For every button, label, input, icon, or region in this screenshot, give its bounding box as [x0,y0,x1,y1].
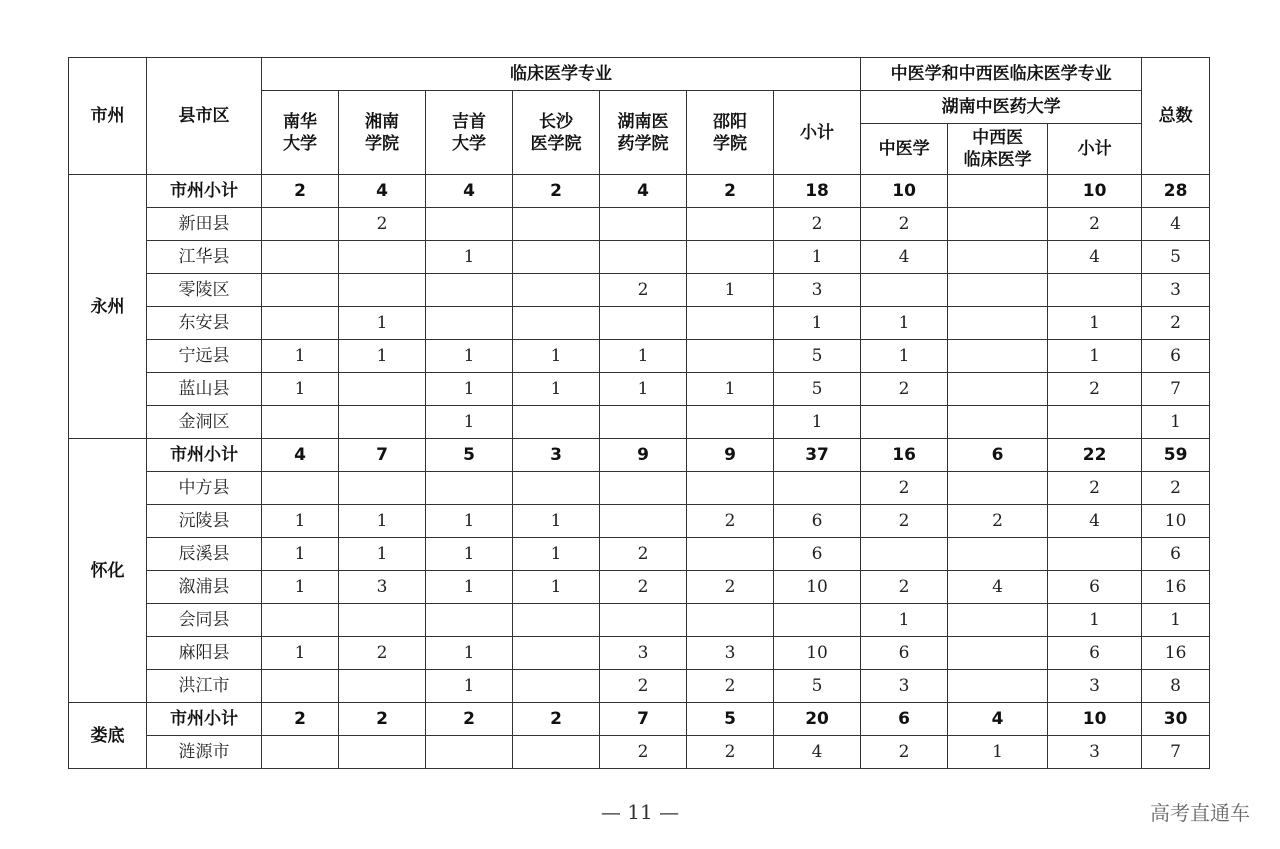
value-cell: 59 [1142,439,1210,472]
value-cell: 3 [600,637,687,670]
value-cell: 1 [426,340,513,373]
value-cell: 4 [774,736,861,769]
county-cell: 沅陵县 [147,505,262,538]
value-cell: 2 [1048,208,1142,241]
header-total: 总数 [1142,58,1210,175]
value-cell: 18 [774,175,861,208]
value-cell: 3 [1048,670,1142,703]
header-clinical-col-4: 湖南医 药学院 [600,91,687,175]
value-cell [861,406,948,439]
value-cell: 2 [861,505,948,538]
value-cell [1048,538,1142,571]
value-cell: 2 [262,175,339,208]
value-cell: 37 [774,439,861,472]
value-cell: 2 [339,637,426,670]
table-body [69,175,1210,769]
table-row [69,538,1210,571]
county-cell: 新田县 [147,208,262,241]
value-cell: 2 [861,472,948,505]
value-cell [339,604,426,637]
value-cell [948,472,1048,505]
value-cell: 1 [339,307,426,340]
header-city: 市州 [69,58,147,175]
value-cell: 2 [687,736,774,769]
value-cell: 2 [513,175,600,208]
value-cell: 1 [687,274,774,307]
value-cell [426,472,513,505]
county-cell: 金洞区 [147,406,262,439]
value-cell: 1 [513,571,600,604]
value-cell: 1 [774,406,861,439]
table-row [69,241,1210,274]
value-cell: 4 [948,703,1048,736]
value-cell: 10 [774,637,861,670]
value-cell [600,604,687,637]
value-cell: 2 [1048,373,1142,406]
subtotal-row [69,439,1210,472]
value-cell [513,274,600,307]
value-cell: 6 [861,703,948,736]
table-row [69,505,1210,538]
county-cell: 江华县 [147,241,262,274]
value-cell: 1 [1048,307,1142,340]
quota-table [68,57,1210,769]
city-cell: 永州 [69,175,147,439]
value-cell: 1 [1142,604,1210,637]
value-cell: 3 [687,637,774,670]
value-cell: 2 [600,274,687,307]
value-cell: 2 [1142,472,1210,505]
value-cell [262,241,339,274]
county-cell: 辰溪县 [147,538,262,571]
value-cell: 8 [1142,670,1210,703]
value-cell [774,472,861,505]
value-cell [1048,274,1142,307]
value-cell [948,307,1048,340]
value-cell: 2 [1142,307,1210,340]
value-cell: 7 [600,703,687,736]
value-cell [513,208,600,241]
value-cell [687,307,774,340]
value-cell [600,208,687,241]
value-cell: 1 [513,505,600,538]
value-cell: 6 [948,439,1048,472]
value-cell [339,274,426,307]
table-row [69,571,1210,604]
value-cell [339,472,426,505]
value-cell: 1 [774,241,861,274]
value-cell: 1 [774,307,861,340]
value-cell: 1 [687,373,774,406]
value-cell: 2 [687,571,774,604]
county-cell: 涟源市 [147,736,262,769]
value-cell [948,637,1048,670]
value-cell [262,406,339,439]
county-cell: 东安县 [147,307,262,340]
table-row [69,406,1210,439]
value-cell: 3 [513,439,600,472]
table-row [69,472,1210,505]
value-cell: 2 [426,703,513,736]
header-tcm-university: 湖南中医药大学 [861,91,1142,124]
value-cell: 4 [1142,208,1210,241]
value-cell [687,406,774,439]
value-cell [687,340,774,373]
value-cell [948,241,1048,274]
value-cell: 4 [948,571,1048,604]
header-tcm-col-2: 小计 [1048,124,1142,175]
value-cell: 7 [339,439,426,472]
value-cell: 1 [426,538,513,571]
value-cell [513,307,600,340]
county-cell: 市州小计 [147,439,262,472]
value-cell [687,472,774,505]
header-tcm-group: 中医学和中西医临床医学专业 [861,58,1142,91]
value-cell [262,604,339,637]
county-cell: 市州小计 [147,703,262,736]
value-cell: 10 [861,175,948,208]
value-cell: 6 [774,505,861,538]
value-cell: 2 [262,703,339,736]
county-cell: 洪江市 [147,670,262,703]
value-cell [948,340,1048,373]
value-cell: 1 [1142,406,1210,439]
value-cell [600,505,687,538]
value-cell: 1 [262,571,339,604]
value-cell: 5 [774,340,861,373]
value-cell [262,274,339,307]
value-cell: 1 [262,373,339,406]
value-cell [774,604,861,637]
value-cell [948,208,1048,241]
value-cell [513,670,600,703]
value-cell: 28 [1142,175,1210,208]
value-cell: 1 [262,637,339,670]
value-cell: 1 [426,373,513,406]
value-cell: 5 [687,703,774,736]
value-cell [339,670,426,703]
value-cell: 10 [1048,703,1142,736]
county-cell: 麻阳县 [147,637,262,670]
header-clinical-col-1: 湘南 学院 [339,91,426,175]
header-clinical-col-6: 小计 [774,91,861,175]
value-cell: 1 [948,736,1048,769]
value-cell: 10 [774,571,861,604]
value-cell [861,274,948,307]
value-cell: 1 [426,505,513,538]
value-cell [262,208,339,241]
value-cell: 1 [600,373,687,406]
value-cell: 2 [600,538,687,571]
city-cell: 怀化 [69,439,147,703]
value-cell: 1 [426,670,513,703]
header-clinical-col-2: 吉首 大学 [426,91,513,175]
value-cell [687,604,774,637]
header-clinical-col-3: 长沙 医学院 [513,91,600,175]
value-cell [426,208,513,241]
value-cell: 5 [774,670,861,703]
value-cell: 1 [1048,604,1142,637]
value-cell: 2 [600,571,687,604]
table-row [69,670,1210,703]
value-cell [600,472,687,505]
county-cell: 会同县 [147,604,262,637]
table-row [69,307,1210,340]
value-cell: 2 [687,670,774,703]
value-cell: 2 [948,505,1048,538]
value-cell: 3 [861,670,948,703]
value-cell: 1 [861,307,948,340]
value-cell: 16 [1142,637,1210,670]
value-cell: 6 [861,637,948,670]
value-cell: 4 [1048,241,1142,274]
value-cell [861,538,948,571]
city-cell: 娄底 [69,703,147,769]
value-cell: 1 [861,340,948,373]
value-cell: 4 [426,175,513,208]
value-cell [339,736,426,769]
subtotal-row [69,703,1210,736]
table-row [69,274,1210,307]
value-cell: 2 [687,175,774,208]
value-cell [426,604,513,637]
value-cell: 2 [1048,472,1142,505]
value-cell [262,736,339,769]
value-cell: 2 [600,670,687,703]
value-cell: 1 [262,505,339,538]
value-cell: 1 [513,340,600,373]
value-cell: 1 [513,538,600,571]
value-cell [426,736,513,769]
header-county: 县市区 [147,58,262,175]
value-cell: 4 [262,439,339,472]
value-cell [687,241,774,274]
value-cell: 2 [861,571,948,604]
value-cell: 3 [1048,736,1142,769]
value-cell: 7 [1142,373,1210,406]
county-cell: 宁远县 [147,340,262,373]
value-cell [513,472,600,505]
value-cell [600,307,687,340]
table-row [69,604,1210,637]
value-cell [948,538,1048,571]
header-tcm-col-0: 中医学 [861,124,948,175]
header-clinical-group: 临床医学专业 [262,58,861,91]
value-cell: 1 [861,604,948,637]
value-cell: 3 [1142,274,1210,307]
value-cell: 4 [339,175,426,208]
table-header [69,58,1210,175]
header-tcm-col-1: 中西医 临床医学 [948,124,1048,175]
value-cell [513,241,600,274]
value-cell: 20 [774,703,861,736]
value-cell [513,604,600,637]
value-cell: 5 [426,439,513,472]
value-cell: 1 [426,241,513,274]
value-cell: 1 [600,340,687,373]
value-cell: 3 [339,571,426,604]
value-cell: 9 [687,439,774,472]
table-row [69,736,1210,769]
value-cell [513,637,600,670]
value-cell: 30 [1142,703,1210,736]
value-cell: 4 [861,241,948,274]
value-cell: 4 [600,175,687,208]
county-cell: 市州小计 [147,175,262,208]
value-cell [513,406,600,439]
value-cell: 2 [861,373,948,406]
value-cell: 3 [774,274,861,307]
value-cell: 10 [1048,175,1142,208]
value-cell [600,406,687,439]
value-cell [687,538,774,571]
value-cell [339,406,426,439]
value-cell [339,373,426,406]
table-row [69,208,1210,241]
value-cell: 6 [774,538,861,571]
value-cell: 1 [426,571,513,604]
watermark: 高考直通车 [1150,801,1250,825]
page-number: — 11 — [600,800,680,824]
value-cell: 6 [1048,571,1142,604]
header-clinical-col-0: 南华 大学 [262,91,339,175]
header-clinical-col-5: 邵阳 学院 [687,91,774,175]
value-cell: 2 [600,736,687,769]
value-cell [513,736,600,769]
table-row [69,637,1210,670]
value-cell [948,670,1048,703]
value-cell [262,670,339,703]
county-cell: 溆浦县 [147,571,262,604]
value-cell: 1 [1048,340,1142,373]
value-cell: 7 [1142,736,1210,769]
value-cell [948,274,1048,307]
value-cell: 5 [1142,241,1210,274]
value-cell [262,307,339,340]
value-cell: 1 [262,538,339,571]
value-cell [948,175,1048,208]
value-cell: 2 [687,505,774,538]
value-cell [262,472,339,505]
county-cell: 零陵区 [147,274,262,307]
value-cell: 2 [513,703,600,736]
value-cell: 1 [339,505,426,538]
value-cell: 1 [426,637,513,670]
table-row [69,340,1210,373]
value-cell [600,241,687,274]
value-cell: 2 [861,736,948,769]
value-cell: 22 [1048,439,1142,472]
value-cell [339,241,426,274]
value-cell: 6 [1142,538,1210,571]
value-cell [948,406,1048,439]
value-cell: 2 [774,208,861,241]
value-cell: 1 [262,340,339,373]
value-cell [1048,406,1142,439]
county-cell: 蓝山县 [147,373,262,406]
value-cell: 2 [861,208,948,241]
value-cell: 1 [426,406,513,439]
value-cell: 2 [339,703,426,736]
value-cell [948,373,1048,406]
value-cell: 5 [774,373,861,406]
value-cell: 10 [1142,505,1210,538]
value-cell: 6 [1048,637,1142,670]
value-cell: 9 [600,439,687,472]
value-cell: 1 [339,538,426,571]
value-cell [426,274,513,307]
value-cell: 4 [1048,505,1142,538]
value-cell: 1 [513,373,600,406]
county-cell: 中方县 [147,472,262,505]
table-row [69,373,1210,406]
value-cell: 16 [1142,571,1210,604]
subtotal-row [69,175,1210,208]
value-cell [426,307,513,340]
value-cell: 2 [339,208,426,241]
value-cell [948,604,1048,637]
value-cell [687,208,774,241]
value-cell: 6 [1142,340,1210,373]
value-cell: 1 [339,340,426,373]
value-cell: 16 [861,439,948,472]
